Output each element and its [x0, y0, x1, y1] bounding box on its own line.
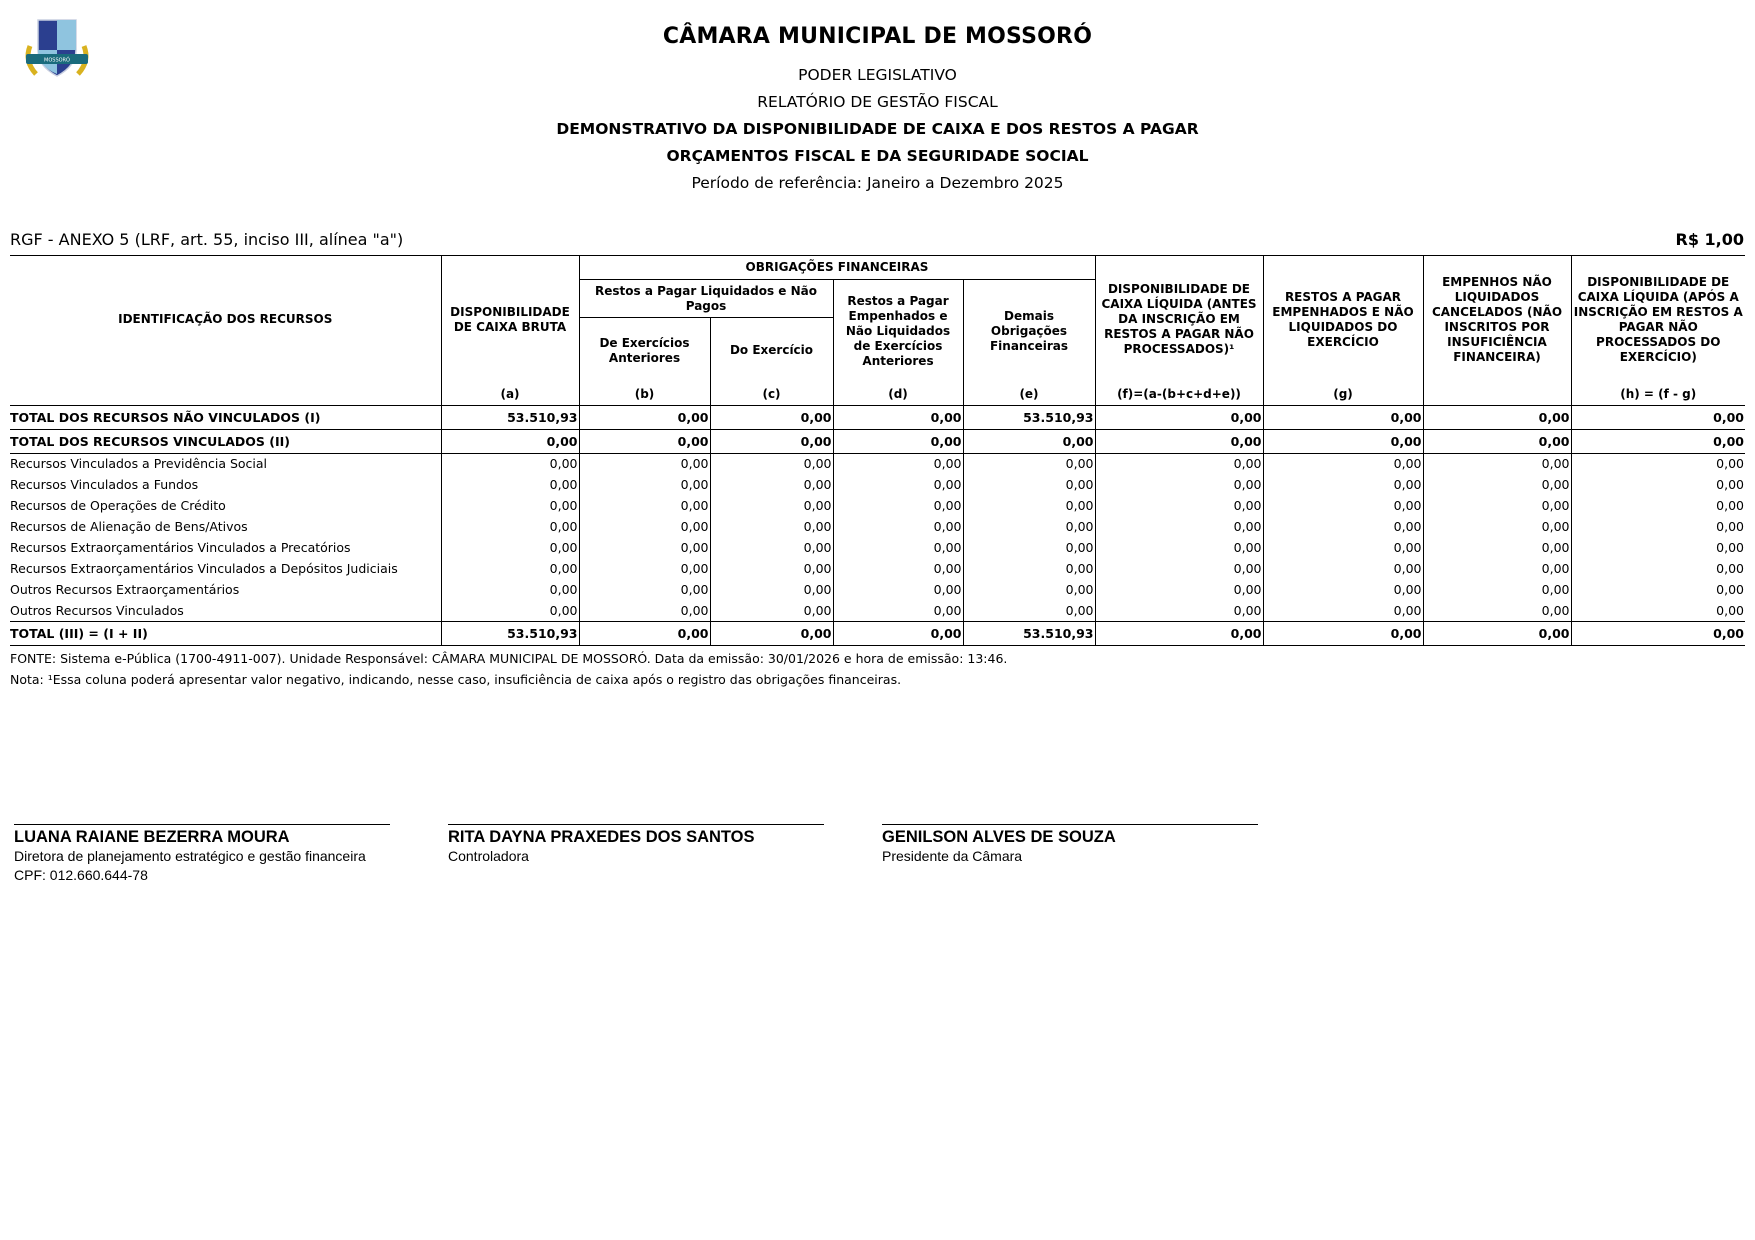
signature-block-1: [14, 824, 390, 885]
header-disp-bruta: DISPONIBILIDADE DE CAIXA BRUTA: [441, 256, 579, 384]
cell-f: 0,00: [1095, 406, 1263, 430]
cell-f: 0,00: [1095, 496, 1263, 517]
row-label: Recursos de Alienação de Bens/Ativos: [10, 519, 248, 534]
header-letter-a: (a): [441, 384, 579, 406]
cell-e: 0,00: [963, 475, 1095, 496]
report-header: [0, 22, 1755, 197]
header-letter-blank-2: [1423, 384, 1571, 406]
cell-c: 0,00: [710, 430, 833, 454]
signature-line: [448, 824, 824, 825]
cell-h: 0,00: [1571, 580, 1745, 601]
header-line-orcamentos: ORÇAMENTOS FISCAL E DA SEGURIDADE SOCIAL: [666, 147, 1089, 165]
cell-a: 0,00: [441, 475, 579, 496]
cell-g: 0,00: [1263, 406, 1423, 430]
table-row: [10, 580, 1745, 601]
cell-d: 0,00: [833, 406, 963, 430]
cell-b: 0,00: [579, 454, 710, 475]
header-rp-liq-nao-pagos: Restos a Pagar Liquidados e Não Pagos: [579, 280, 833, 318]
cell-e: 0,00: [963, 430, 1095, 454]
signatory-name: RITA DAYNA PRAXEDES DOS SANTOS: [448, 828, 755, 846]
cell-e: 0,00: [963, 559, 1095, 580]
cell-e: 53.510,93: [963, 622, 1095, 646]
cell-cancelados: 0,00: [1423, 601, 1571, 622]
cell-e: 0,00: [963, 454, 1095, 475]
cell-f: 0,00: [1095, 430, 1263, 454]
header-line-poder: PODER LEGISLATIVO: [798, 66, 957, 84]
header-obrigacoes: OBRIGAÇÕES FINANCEIRAS: [579, 256, 1095, 280]
cell-b: 0,00: [579, 430, 710, 454]
cell-cancelados: 0,00: [1423, 496, 1571, 517]
cell-c: 0,00: [710, 475, 833, 496]
cell-d: 0,00: [833, 496, 963, 517]
table-row: [10, 475, 1745, 496]
cell-f: 0,00: [1095, 580, 1263, 601]
cell-f: 0,00: [1095, 601, 1263, 622]
cell-c: 0,00: [710, 622, 833, 646]
cell-c: 0,00: [710, 559, 833, 580]
cash-availability-table: [10, 255, 1745, 646]
header-do-exercicio: Do Exercício: [710, 318, 833, 384]
cell-f: 0,00: [1095, 454, 1263, 475]
header-de-exercicios-anteriores: De Exercícios Anteriores: [579, 318, 710, 384]
signature-block-3: [882, 824, 1258, 866]
row-label: Recursos Vinculados a Fundos: [10, 477, 199, 492]
header-letter-b: (b): [579, 384, 710, 406]
cell-g: 0,00: [1263, 454, 1423, 475]
cell-d: 0,00: [833, 430, 963, 454]
cell-c: 0,00: [710, 406, 833, 430]
cell-b: 0,00: [579, 601, 710, 622]
cell-e: 0,00: [963, 580, 1095, 601]
cell-cancelados: 0,00: [1423, 538, 1571, 559]
cell-b: 0,00: [579, 622, 710, 646]
cell-d: 0,00: [833, 580, 963, 601]
cell-a: 0,00: [441, 496, 579, 517]
cell-b: 0,00: [579, 538, 710, 559]
header-letter-h: (h) = (f - g): [1571, 384, 1745, 406]
header-letter-blank: [10, 384, 441, 406]
cell-f: 0,00: [1095, 538, 1263, 559]
signatory-cpf: CPF: 012.660.644-78: [14, 867, 148, 883]
signatory-role: Controladora: [448, 848, 529, 864]
page-title: CÂMARA MUNICIPAL DE MOSSORÓ: [662, 24, 1093, 49]
header-disp-liquida-apos: DISPONIBILIDADE DE CAIXA LÍQUIDA (APÓS A INSCRIÇÃO EM RESTOS A PAGAR NÃO PROCESSADOS DO EXERCÍCIO): [1571, 256, 1745, 384]
row-label: Recursos Vinculados a Previdência Social: [10, 456, 268, 472]
header-rp-empenhados: Restos a Pagar Empenhados e Não Liquidados de Exercícios Anteriores: [833, 280, 963, 384]
cell-a: 53.510,93: [441, 406, 579, 430]
header-identificacao: IDENTIFICAÇÃO DOS RECURSOS: [10, 256, 441, 384]
cell-c: 0,00: [710, 538, 833, 559]
cell-g: 0,00: [1263, 559, 1423, 580]
cell-d: 0,00: [833, 517, 963, 538]
reference-period: Período de referência: Janeiro a Dezembro 2025: [691, 174, 1064, 192]
cell-cancelados: 0,00: [1423, 454, 1571, 475]
row-label: Outros Recursos Vinculados: [10, 601, 441, 622]
cell-a: 0,00: [441, 454, 579, 475]
cell-e: 0,00: [963, 496, 1095, 517]
row-label: Outros Recursos Extraorçamentários: [10, 582, 240, 597]
signature-block-2: [448, 824, 824, 866]
cell-g: 0,00: [1263, 475, 1423, 496]
cell-b: 0,00: [579, 406, 710, 430]
cell-h: 0,00: [1571, 517, 1745, 538]
signatory-name: LUANA RAIANE BEZERRA MOURA: [14, 828, 290, 846]
row-label: Recursos de Operações de Crédito: [10, 498, 226, 513]
cell-d: 0,00: [833, 454, 963, 475]
column-note: Nota: ¹Essa coluna poderá apresentar valor negativo, indicando, nesse caso, insuficiência de caixa após o registro das obrigações financeiras.: [10, 672, 902, 687]
cell-h: 0,00: [1571, 559, 1745, 580]
cell-cancelados: 0,00: [1423, 559, 1571, 580]
cell-g: 0,00: [1263, 496, 1423, 517]
cell-a: 0,00: [441, 559, 579, 580]
table-row: [10, 559, 1745, 580]
cell-d: 0,00: [833, 622, 963, 646]
cell-h: 0,00: [1571, 454, 1745, 475]
cell-c: 0,00: [710, 496, 833, 517]
header-disp-liquida-antes: DISPONIBILIDADE DE CAIXA LÍQUIDA (ANTES DA INSCRIÇÃO EM RESTOS A PAGAR NÃO PROCESSADOS)¹: [1095, 256, 1263, 384]
cell-g: 0,00: [1263, 517, 1423, 538]
cell-h: 0,00: [1571, 538, 1745, 559]
cell-cancelados: 0,00: [1423, 475, 1571, 496]
cell-h: 0,00: [1571, 430, 1745, 454]
cell-f: 0,00: [1095, 622, 1263, 646]
header-letter-f: (f)=(a-(b+c+d+e)): [1095, 384, 1263, 406]
cell-e: 0,00: [963, 601, 1095, 622]
cell-c: 0,00: [710, 517, 833, 538]
cell-g: 0,00: [1263, 601, 1423, 622]
row-label: Recursos Extraorçamentários Vinculados a Precatórios: [10, 540, 351, 555]
row-label: Recursos Extraorçamentários Vinculados a Depósitos Judiciais: [10, 561, 398, 576]
header-empenhos-cancelados: EMPENHOS NÃO LIQUIDADOS CANCELADOS (NÃO INSCRITOS POR INSUFICIÊNCIA FINANCEIRA): [1423, 256, 1571, 384]
cell-f: 0,00: [1095, 475, 1263, 496]
cell-e: 53.510,93: [963, 406, 1095, 430]
table-row: [10, 496, 1745, 517]
cell-d: 0,00: [833, 475, 963, 496]
cell-c: 0,00: [710, 454, 833, 475]
header-demais: Demais Obrigações Financeiras: [963, 280, 1095, 384]
cell-cancelados: 0,00: [1423, 517, 1571, 538]
cell-h: 0,00: [1571, 475, 1745, 496]
header-rp-empenhados-exercicio: RESTOS A PAGAR EMPENHADOS E NÃO LIQUIDADOS DO EXERCÍCIO: [1263, 256, 1423, 384]
signatory-name: GENILSON ALVES DE SOUZA: [882, 828, 1116, 846]
cell-h: 0,00: [1571, 622, 1745, 646]
cell-e: 0,00: [963, 538, 1095, 559]
cell-h: 0,00: [1571, 601, 1745, 622]
header-letter-c: (c): [710, 384, 833, 406]
table-row: [10, 517, 1745, 538]
cell-h: 0,00: [1571, 406, 1745, 430]
table-row-total-geral: [10, 622, 1745, 646]
table-row-total-vinculados: [10, 430, 1745, 454]
cell-a: 0,00: [441, 601, 579, 622]
row-label: TOTAL DOS RECURSOS NÃO VINCULADOS (I): [10, 406, 441, 430]
cell-g: 0,00: [1263, 538, 1423, 559]
cell-a: 0,00: [441, 580, 579, 601]
cell-d: 0,00: [833, 559, 963, 580]
row-label: TOTAL (III) = (I + II): [10, 622, 441, 646]
signatory-role: Diretora de planejamento estratégico e gestão financeira: [14, 848, 366, 864]
header-letter-e: (e): [963, 384, 1095, 406]
signatory-role: Presidente da Câmara: [882, 848, 1023, 864]
cell-a: 0,00: [441, 430, 579, 454]
cell-g: 0,00: [1263, 430, 1423, 454]
cell-cancelados: 0,00: [1423, 430, 1571, 454]
cell-cancelados: 0,00: [1423, 622, 1571, 646]
header-line-demonstrativo: DEMONSTRATIVO DA DISPONIBILIDADE DE CAIXA E DOS RESTOS A PAGAR: [556, 120, 1199, 138]
signature-line: [14, 824, 390, 825]
cell-h: 0,00: [1571, 496, 1745, 517]
signature-line: [882, 824, 1258, 825]
cell-b: 0,00: [579, 496, 710, 517]
header-letter-g: (g): [1263, 384, 1423, 406]
row-label: TOTAL DOS RECURSOS VINCULADOS (II): [10, 430, 441, 454]
table-row-total-nao-vinculados: [10, 406, 1745, 430]
annex-reference: RGF - ANEXO 5 (LRF, art. 55, inciso III, alínea "a"): [10, 230, 404, 249]
cell-f: 0,00: [1095, 559, 1263, 580]
cell-g: 0,00: [1263, 622, 1423, 646]
table-row: [10, 601, 1745, 622]
cell-d: 0,00: [833, 538, 963, 559]
cell-c: 0,00: [710, 601, 833, 622]
cell-a: 53.510,93: [441, 622, 579, 646]
cell-e: 0,00: [963, 517, 1095, 538]
cell-cancelados: 0,00: [1423, 406, 1571, 430]
svg-text:MOSSORÓ: MOSSORÓ: [44, 57, 70, 64]
cell-cancelados: 0,00: [1423, 580, 1571, 601]
header-line-relatorio: RELATÓRIO DE GESTÃO FISCAL: [757, 93, 998, 111]
cell-b: 0,00: [579, 475, 710, 496]
source-note: FONTE: Sistema e-Pública (1700-4911-007). Unidade Responsável: CÂMARA MUNICIPAL DE MOSSORÓ. Data da emissão: 30/01/2026 e hora de emissão: 13:46.: [10, 651, 1008, 666]
table-row: [10, 454, 1745, 475]
cell-b: 0,00: [579, 559, 710, 580]
cell-b: 0,00: [579, 580, 710, 601]
cell-c: 0,00: [710, 580, 833, 601]
cell-a: 0,00: [441, 517, 579, 538]
cell-b: 0,00: [579, 517, 710, 538]
table-row: [10, 538, 1745, 559]
currency-unit: R$ 1,00: [1675, 230, 1744, 249]
cell-d: 0,00: [833, 601, 963, 622]
cell-f: 0,00: [1095, 517, 1263, 538]
footnotes: [10, 648, 1007, 690]
cell-g: 0,00: [1263, 580, 1423, 601]
header-letter-d: (d): [833, 384, 963, 406]
cell-a: 0,00: [441, 538, 579, 559]
